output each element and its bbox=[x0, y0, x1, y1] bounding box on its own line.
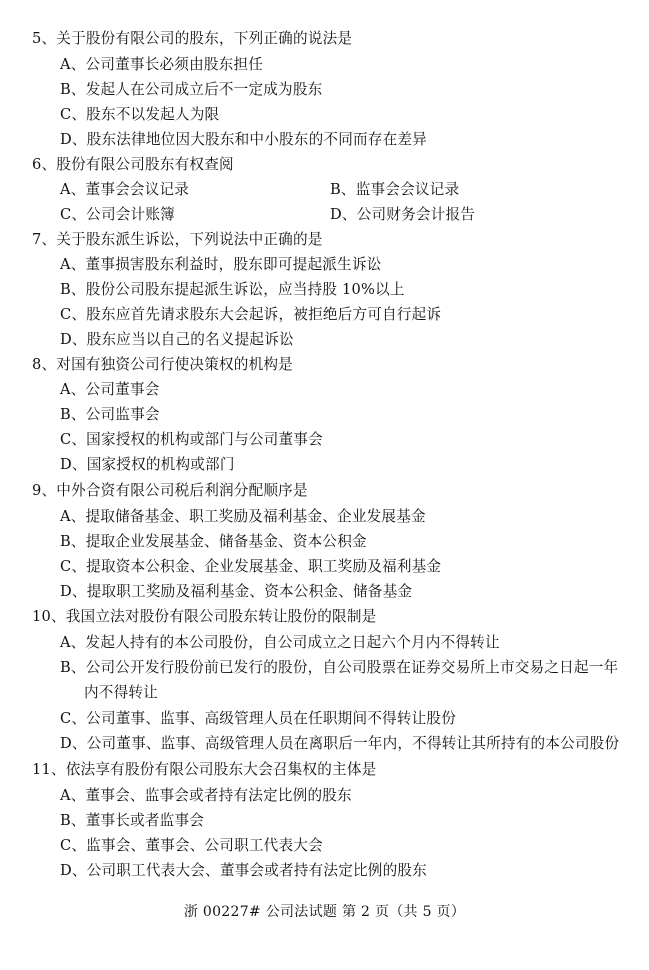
question-5-option-a: A、公司董事长必须由股东担任 bbox=[60, 56, 264, 73]
question-8-stem: 8、对国有独资公司行使决策权的机构是 bbox=[32, 356, 293, 373]
question-6-option-c: C、公司会计账簿 bbox=[60, 206, 175, 223]
question-7-option-c: C、股东应首先请求股东大会起诉，被拒绝后方可自行起诉 bbox=[60, 306, 442, 323]
question-10-option-b-continued: 内不得转让 bbox=[84, 684, 158, 701]
question-10-option-b: B、公司公开发行股份前已发行的股份，自公司股票在证券交易所上市交易之日起一年 bbox=[60, 659, 619, 676]
question-8-option-a: A、公司董事会 bbox=[60, 381, 160, 398]
question-6-option-d: D、公司财务会计报告 bbox=[330, 206, 476, 223]
question-9-option-d: D、提取职工奖励及福利基金、资本公积金、储备基金 bbox=[60, 583, 413, 600]
question-10-stem: 10、我国立法对股份有限公司股东转让股份的限制是 bbox=[32, 608, 377, 625]
question-7-stem: 7、关于股东派生诉讼，下列说法中正确的是 bbox=[32, 231, 323, 248]
question-10-option-a: A、发起人持有的本公司股份，自公司成立之日起六个月内不得转让 bbox=[60, 634, 500, 651]
question-5-option-c: C、股东不以发起人为限 bbox=[60, 106, 220, 123]
question-8-option-d: D、国家授权的机构或部门 bbox=[60, 456, 235, 473]
question-10-option-d: D、公司董事、监事、高级管理人员在离职后一年内，不得转让其所持有的本公司股份 bbox=[60, 735, 620, 752]
question-8-option-b: B、公司监事会 bbox=[60, 406, 160, 423]
question-5-option-d: D、股东法律地位因大股东和中小股东的不同而存在差异 bbox=[60, 131, 427, 148]
question-7-option-a: A、董事损害股东利益时，股东即可提起派生诉讼 bbox=[60, 256, 382, 273]
question-11-option-c: C、监事会、董事会、公司职工代表大会 bbox=[60, 837, 323, 854]
question-11-option-b: B、董事长或者监事会 bbox=[60, 812, 205, 829]
question-9-option-c: C、提取资本公积金、企业发展基金、职工奖励及福利基金 bbox=[60, 558, 442, 575]
question-5-option-b: B、发起人在公司成立后不一定成为股东 bbox=[60, 81, 323, 98]
question-9-option-b: B、提取企业发展基金、储备基金、资本公积金 bbox=[60, 533, 367, 550]
question-6-option-a: A、董事会会议记录 bbox=[60, 181, 190, 198]
question-6-stem: 6、股份有限公司股东有权查阅 bbox=[32, 156, 234, 173]
question-9-stem: 9、中外合资有限公司税后利润分配顺序是 bbox=[32, 482, 308, 499]
question-7-option-d: D、股东应当以自己的名义提起诉讼 bbox=[60, 331, 294, 348]
question-7-option-b: B、股份公司股东提起派生诉讼，应当持股 10%以上 bbox=[60, 281, 405, 298]
question-5-stem: 5、关于股份有限公司的股东，下列正确的说法是 bbox=[32, 30, 353, 47]
question-11-stem: 11、依法享有股份有限公司股东大会召集权的主体是 bbox=[32, 761, 377, 778]
question-11-option-d: D、公司职工代表大会、董事会或者持有法定比例的股东 bbox=[60, 862, 427, 879]
question-10-option-c: C、公司董事、监事、高级管理人员在任职期间不得转让股份 bbox=[60, 710, 457, 727]
question-8-option-c: C、国家授权的机构或部门与公司董事会 bbox=[60, 431, 323, 448]
page-footer: 浙 00227# 公司法试题 第 2 页（共 5 页） bbox=[183, 904, 466, 920]
question-9-option-a: A、提取储备基金、职工奖励及福利基金、企业发展基金 bbox=[60, 508, 426, 525]
question-11-option-a: A、董事会、监事会或者持有法定比例的股东 bbox=[60, 787, 352, 804]
question-6-option-b: B、监事会会议记录 bbox=[330, 181, 460, 198]
